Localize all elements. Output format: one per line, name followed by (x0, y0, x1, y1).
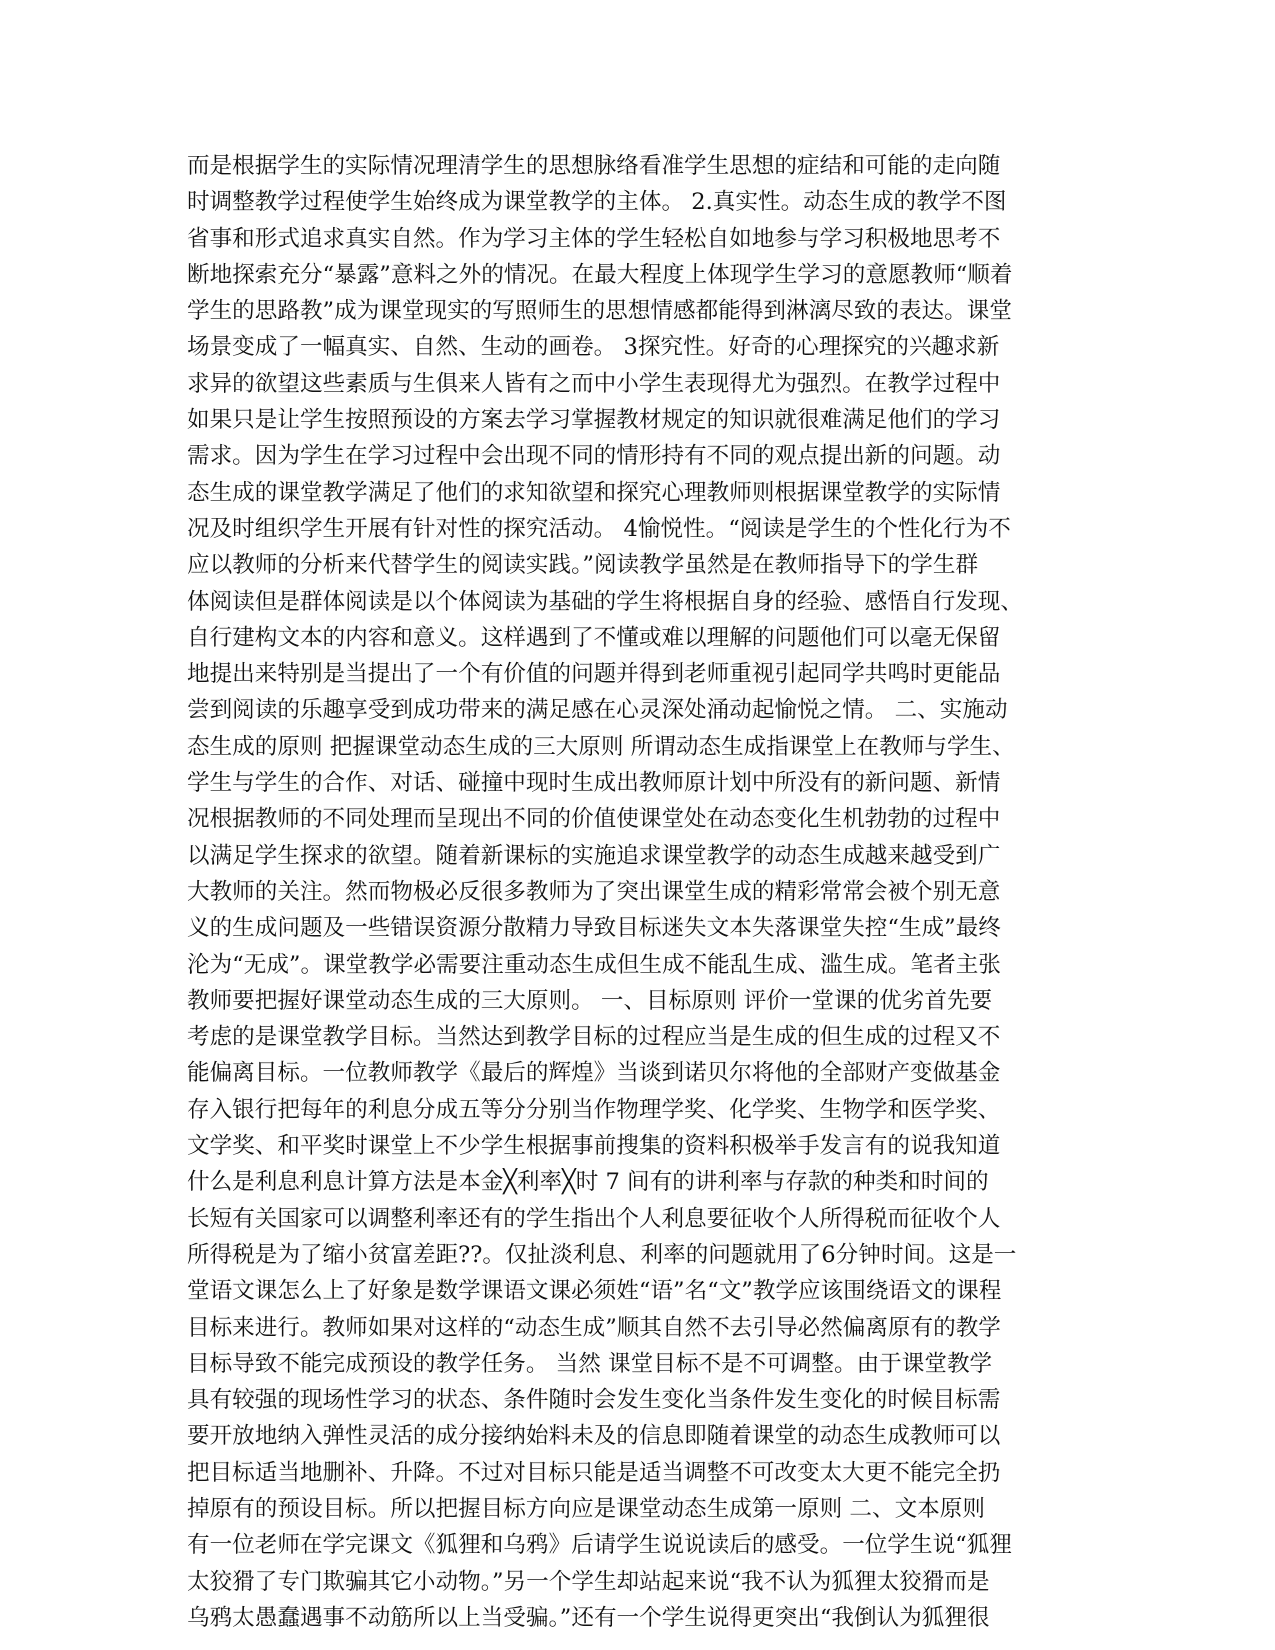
text-line: 以满足学生探求的欲望。随着新课标的实施追求课堂教学的动态生成越来越受到广 (187, 842, 1001, 869)
text-line: 而是根据学生的实际情况理清学生的思想脉络看准学生思想的症结和可能的走向随 (187, 153, 1001, 179)
text-line: 具有较强的现场性学习的状态、条件随时会发生变化当条件发生变化的时候目标需 (187, 1387, 1001, 1414)
text-line: 目标导致不能完成预设的教学任务。 当然 课堂目标不是不可调整。由于课堂教学 (187, 1350, 993, 1377)
text-line: 尝到阅读的乐趣享受到成功带来的满足感在心灵深处涌动起愉悦之情。 二、实施动 (187, 697, 1008, 724)
text-line: 自行建构文本的内容和意义。这样遇到了不懂或难以理解的问题他们可以毫无保留 (187, 624, 1001, 651)
text-line: 场景变成了一幅真实、自然、生动的画卷。 3探究性。好奇的心理探究的兴趣求新 (187, 334, 1000, 361)
text-line: 什么是利息利息计算方法是本金╳利率╳时 7 间有的讲利率与存款的种类和时间的 (187, 1169, 989, 1196)
text-line: 目标来进行。教师如果对这样的“动态生成”顺其自然不去引导必然偏离原有的教学 (187, 1314, 1001, 1341)
text-line: 大教师的关注。然而物极必反很多教师为了突出课堂生成的精彩常常会被个别无意 (187, 878, 1001, 905)
text-line: 应以教师的分析来代替学生的阅读实践。”阅读教学虽然是在教师指导下的学生群 (187, 552, 979, 579)
text-line: 学生的思路教”成为课堂现实的写照师生的思想情感都能得到淋漓尽致的表达。课堂 (187, 298, 1012, 325)
text-line: 存入银行把每年的利息分成五等分分别当作物理学奖、化学奖、生物学和医学奖、 (187, 1096, 1001, 1123)
text-line: 如果只是让学生按照预设的方案去学习掌握教材规定的知识就很难满足他们的学习 (187, 407, 1001, 434)
text-line: 有一位老师在学完课文《狐狸和乌鸦》后请学生说说读后的感受。一位学生说“狐狸 (187, 1532, 1012, 1559)
text-line: 体阅读但是群体阅读是以个体阅读为基础的学生将根据自身的经验、感悟自行发现、 (187, 588, 1023, 615)
text-line: 掉原有的预设目标。所以把握目标方向应是课堂动态生成第一原则 二、文本原则 (187, 1495, 985, 1522)
text-line: 考虑的是课堂教学目标。当然达到教学目标的过程应当是生成的但生成的过程又不 (187, 1024, 1001, 1051)
body-text (187, 148, 1085, 1636)
text-line: 学生与学生的合作、对话、碰撞中现时生成出教师原计划中所没有的新问题、新情 (187, 770, 1001, 797)
text-line: 态生成的原则 把握课堂动态生成的三大原则 所谓动态生成指课堂上在教师与学生、 (187, 733, 1015, 760)
text-line: 把目标适当地删补、升降。不过对目标只能是适当调整不可改变太大更不能完全扔 (187, 1459, 1001, 1486)
text-line: 断地探索充分“暴露”意料之外的情况。在最大程度上体现学生学习的意愿教师“顺着 (187, 261, 1013, 288)
text-line: 况及时组织学生开展有针对性的探究活动。 4愉悦性。“阅读是学生的个性化行为不 (187, 515, 1011, 542)
text-line: 要开放地纳入弹性灵活的成分接纳始料未及的信息即随着课堂的动态生成教师可以 (187, 1423, 1001, 1450)
text-line: 义的生成问题及一些错误资源分散精力导致目标迷失文本失落课堂失控“生成”最终 (187, 915, 1001, 942)
text-line: 乌鸦太愚蠢遇事不动筋所以上当受骗。”还有一个学生说得更突出“我倒认为狐狸很 (187, 1604, 990, 1631)
text-line: 况根据教师的不同处理而呈现出不同的价值使课堂处在动态变化生机勃勃的过程中 (187, 806, 1001, 833)
text-line: 能偏离目标。一位教师教学《最后的辉煌》当谈到诺贝尔将他的全部财产变做基金 (187, 1060, 1001, 1087)
text-line: 需求。因为学生在学习过程中会出现不同的情形持有不同的观点提出新的问题。动 (187, 443, 1001, 470)
text-line: 教师要把握好课堂动态生成的三大原则。 一、目标原则 评价一堂课的优劣首先要 (187, 987, 993, 1014)
text-line: 地提出来特别是当提出了一个有价值的问题并得到老师重视引起同学共鸣时更能品 (187, 661, 1001, 688)
text-line: 所得税是为了缩小贫富差距??。仅扯淡利息、利率的问题就用了6分钟时间。这是一 (187, 1241, 1017, 1268)
text-line: 沦为“无成”。课堂教学必需要注重动态生成但生成不能乱生成、滥生成。笔者主张 (187, 951, 1001, 978)
text-line: 求异的欲望这些素质与生俱来人皆有之而中小学生表现得尤为强烈。在教学过程中 (187, 370, 1001, 397)
text-line: 文学奖、和平奖时课堂上不少学生根据事前搜集的资料积极举手发言有的说我知道 (187, 1133, 1001, 1160)
text-line: 态生成的课堂教学满足了他们的求知欲望和探究心理教师则根据课堂教学的实际情 (187, 479, 1001, 506)
text-line: 省事和形式追求真实自然。作为学习主体的学生轻松自如地参与学习积极地思考不 (187, 225, 1001, 252)
text-line: 长短有关国家可以调整利率还有的学生指出个人利息要征收个人所得税而征收个人 (187, 1205, 1001, 1232)
text-line: 堂语文课怎么上了好象是数学课语文课必须姓“语”名“文”教学应该围绕语文的课程 (187, 1278, 1002, 1305)
text-line: 太狡猾了专门欺骗其它小动物。”另一个学生却站起来说“我不认为狐狸太狡猾而是 (187, 1568, 990, 1595)
text-line: 时调整教学过程使学生始终成为课堂教学的主体。 2.真实性。动态生成的教学不图 (187, 189, 1007, 216)
